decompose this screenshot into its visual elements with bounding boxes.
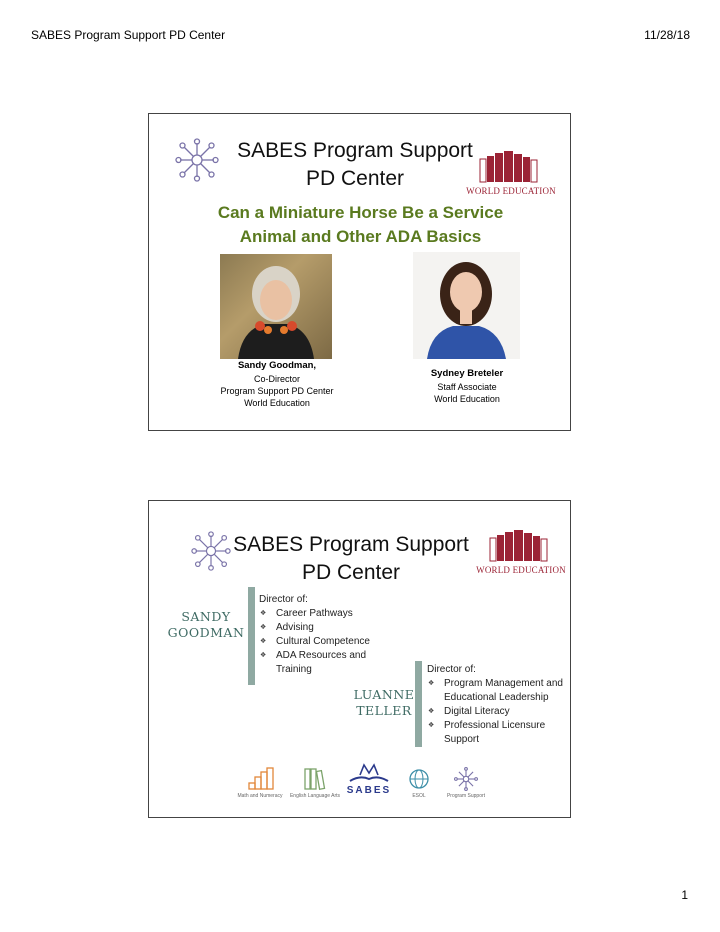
person1-dept: Program Support PD Center bbox=[220, 386, 334, 396]
sandy-goodman-photo bbox=[220, 254, 332, 359]
books-icon bbox=[465, 150, 557, 184]
slide1-title-line1: SABES Program Support bbox=[237, 139, 473, 162]
program-support-icon bbox=[191, 531, 231, 571]
books-icon bbox=[475, 529, 567, 563]
english-language-arts-logo bbox=[287, 767, 343, 799]
luanne-item: ❖ Professional Licensure Support bbox=[427, 719, 567, 747]
luanne-divider-bar bbox=[415, 661, 422, 747]
program-support-logo bbox=[441, 767, 491, 799]
globe-icon bbox=[407, 767, 431, 791]
open-book-icon bbox=[346, 763, 392, 783]
english-language-arts-label: English Language Arts bbox=[289, 793, 341, 799]
slide2-title-line1: SABES Program Support bbox=[233, 533, 469, 556]
math-numeracy-logo bbox=[235, 767, 285, 799]
sabes-label: SABES bbox=[346, 785, 392, 796]
sandy-name-line2: GOODMAN bbox=[167, 625, 245, 640]
luanne-name-line2: TELLER bbox=[356, 703, 412, 718]
program-support-label: Program Support bbox=[446, 793, 486, 799]
world-education-label: WORLD EDUCATION bbox=[466, 186, 556, 196]
sandy-item: ❖ Cultural Competence bbox=[259, 635, 384, 649]
math-numeracy-label: Math and Numeracy bbox=[237, 793, 283, 799]
person1-org: World Education bbox=[244, 398, 310, 408]
world-education-label: WORLD EDUCATION bbox=[476, 565, 566, 575]
sandy-goodman-name bbox=[161, 609, 251, 641]
sandy-item: ❖ ADA Resources and Training bbox=[259, 649, 384, 677]
luanne-director-list bbox=[427, 663, 567, 747]
bar-blocks-icon bbox=[245, 767, 275, 791]
person1-role: Co-Director bbox=[253, 374, 300, 384]
slide1-subtitle-line2: Animal and Other ADA Basics bbox=[239, 227, 482, 246]
page-number: 1 bbox=[681, 888, 688, 902]
sandy-item: ❖ Advising bbox=[259, 621, 384, 635]
person2-org: World Education bbox=[434, 394, 500, 404]
esol-logo bbox=[401, 767, 437, 799]
luanne-director-heading: Director of: bbox=[427, 664, 476, 675]
person2-role: Staff Associate bbox=[437, 382, 497, 392]
world-education-logo bbox=[475, 529, 567, 575]
sandy-name-line1: SANDY bbox=[181, 609, 231, 624]
header-date: 11/28/18 bbox=[644, 28, 690, 42]
person1-name: Sandy Goodman, bbox=[237, 360, 317, 371]
sabes-logo bbox=[343, 763, 395, 796]
luanne-name-line1: LUANNE bbox=[353, 687, 415, 702]
person2-name: Sydney Breteler bbox=[430, 368, 504, 379]
luanne-item: ❖ Program Management and Educational Leadership bbox=[427, 677, 567, 705]
sandy-divider-bar bbox=[248, 587, 255, 685]
sandy-item: ❖ Career Pathways bbox=[259, 607, 384, 621]
sandy-director-list bbox=[259, 593, 384, 677]
world-education-logo bbox=[465, 150, 557, 196]
header-title: SABES Program Support PD Center bbox=[31, 28, 226, 42]
slide-2 bbox=[148, 500, 571, 818]
books-icon bbox=[300, 767, 330, 791]
esol-label: ESOL bbox=[412, 793, 426, 799]
slide1-title-line2: PD Center bbox=[305, 167, 405, 190]
slide1-subtitle-line1: Can a Miniature Horse Be a Service bbox=[217, 203, 504, 222]
slide-1 bbox=[148, 113, 571, 431]
sandy-director-heading: Director of: bbox=[259, 594, 308, 605]
program-support-icon bbox=[454, 767, 478, 791]
slide2-title-line2: PD Center bbox=[301, 561, 401, 584]
sydney-breteler-photo bbox=[413, 252, 520, 359]
luanne-item: ❖ Digital Literacy bbox=[427, 705, 567, 719]
